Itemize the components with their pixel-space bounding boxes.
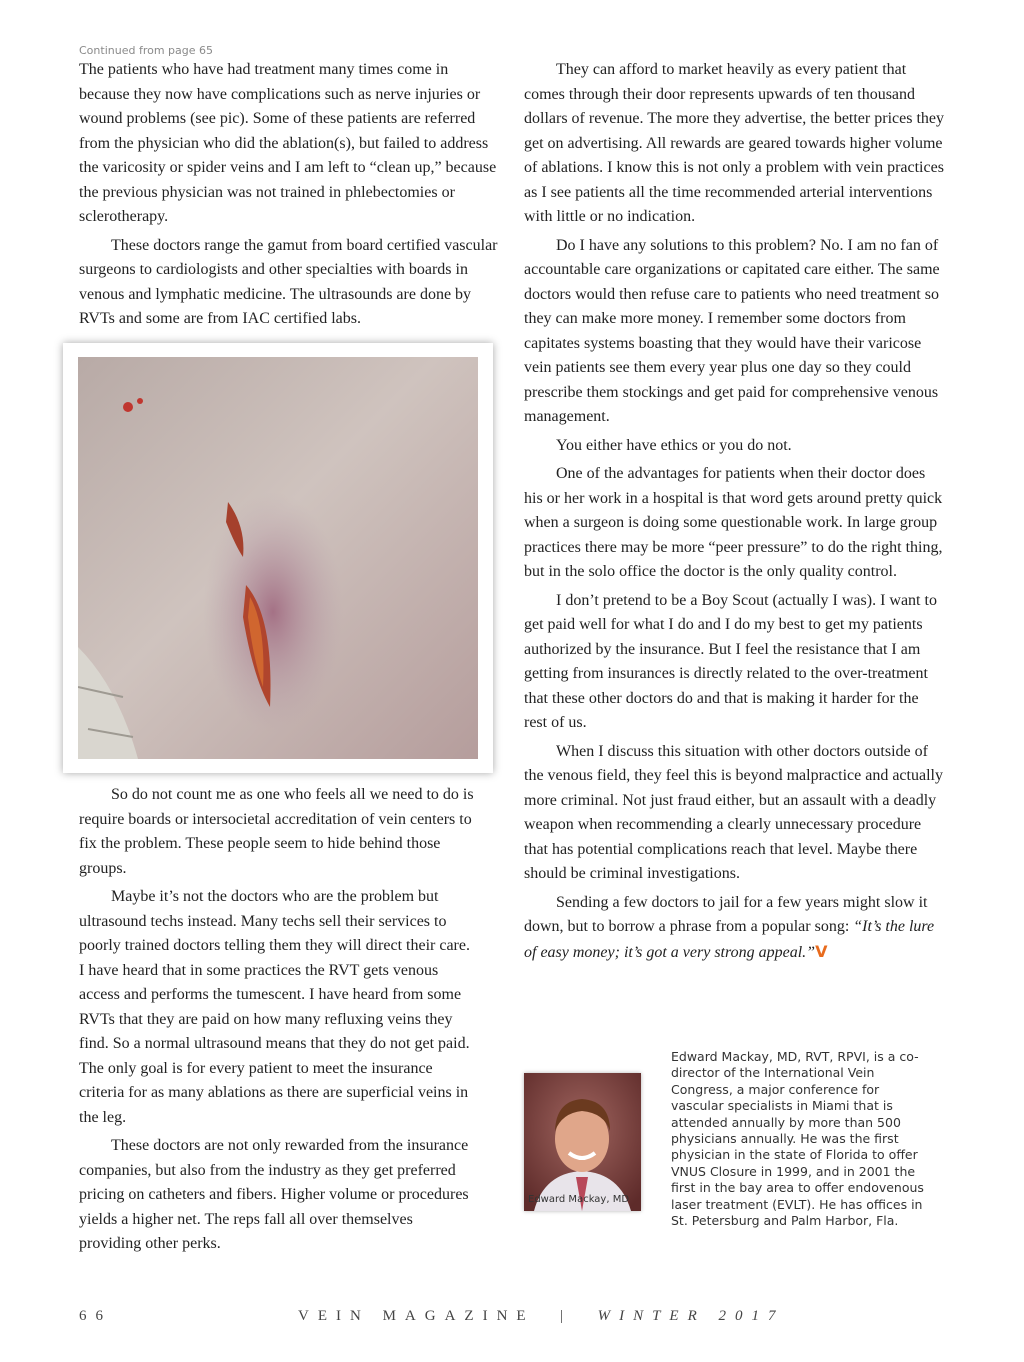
author-caption: Edward Mackay, MD [528, 1194, 630, 1205]
issue-label: WINTER 2017 [597, 1308, 785, 1324]
right-column [524, 58, 944, 969]
footer-masthead [298, 1308, 785, 1325]
paragraph: They can afford to market heavily as every patient that comes through their door represents upwards of ten thousand dollars of revenue. The more they advertise, the better prices they get on advertising. All rewards are geared towards higher volume of ablations. I know this is not only a problem with vein practices as I see patients all the time recommended arterial interventions with little or no indication. [524, 61, 944, 225]
paragraph: The patients who have had treatment many times come in because they now have complications such as nerve injuries or wound problems (see pic). Some of these patients are referred from the physician who did the ablation(s), but failed to address the varicosity or spider veins and I am left to “clean up,” because the previous physician was not trained in phlebectomies or sclerotherapy. [79, 61, 497, 225]
author-photo-image [524, 1073, 641, 1211]
continued-note: Continued from page 65 [79, 44, 214, 57]
paragraph: When I discuss this situation with other doctors outside of the venous field, they feel this is beyond malpractice and actually more criminal. Not just fraud either, but an assault with a deadly weapon when recommending a clearly unnecessary procedure that has potential complications reach that level. Maybe there should be criminal investigations. [524, 742, 943, 882]
paragraph: So do not count me as one who feels all we need to do is require boards or intersocietal accreditation of vein centers to fix the problem. These people seem to hide behind those groups. [79, 786, 474, 877]
end-mark: V [815, 941, 828, 961]
wound-photo-image [78, 357, 478, 759]
closing-text: Sending a few doctors to jail for a few years might slow it down, but to borrow a phrase from a popular song: [524, 893, 928, 935]
left-column-bottom [79, 783, 479, 1261]
author-bio: Edward Mackay, MD, RVT, RPVI, is a co-director of the International Vein Congress, a major conference for vascular specialists in Miami that is attended annually by more than 500 physicians annually. He was the first physician in the state of Florida to offer VNUS Closure in 1999, and in 2001 the first in the bay area to offer endovenous laser treatment (EVLT). He has offices in St. Petersburg and Palm Harbor, Fla. [671, 1049, 924, 1229]
paragraph: These doctors are not only rewarded from the insurance companies, but also from the industry as they get preferred pricing on catheters and fibers. Higher volume or procedures yields a higher net. The reps fall all over themselves providing other perks. [79, 1137, 469, 1252]
footer-separator: | [560, 1308, 573, 1324]
page-number: 66 [79, 1308, 112, 1324]
left-column-top [79, 58, 499, 336]
paragraph: One of the advantages for patients when their doctor does his or her work in a hospital is that word gets around pretty quick when a surgeon is doing some questionable work. In large group practices there may be more “peer pressure” to do the right thing, but in the solo office the doctor is the only quality control. [524, 465, 943, 580]
paragraph: These doctors range the gamut from board certified vascular surgeons to cardiologists and other specialties with boards in venous and lymphatic medicine. The ultrasounds are done by RVTs and some are from IAC certified labs. [79, 236, 498, 327]
closing-quote: “It’s the lure of easy money; it’s got a very strong appeal.” [524, 918, 935, 961]
paragraph: I don’t pretend to be a Boy Scout (actually I was). I want to get paid well for what I do and I do my best to get my patients authorized by the insurance. But I feel the resistance that I am getting from insurances is directly related to the over-treatment that these other doctors do and that is making it harder for the rest of us. [524, 591, 937, 731]
author-photo [524, 1073, 641, 1211]
paragraph: Maybe it’s not the doctors who are the problem but ultrasound techs instead. Many techs sell their services to poorly trained doctors telling them they will direct their care. I have heard that in some practices the RVT gets venous access and performs the tumescent. I have heard from some RVTs that they are paid on how many refluxing veins they find. So a normal ultrasound means that they do not get paid. The only goal is for every patient to meet the insurance criteria for as many ablations as there are superficial veins in the leg. [79, 888, 470, 1126]
paragraph: You either have ethics or you do not. [556, 436, 792, 454]
paragraph: Do I have any solutions to this problem? No. I am no fan of accountable care organizations or capitated care either. The same doctors would then refuse care to patients who need treatment so they can make more money. I remember some doctors from capitates systems boasting that they would have their varicose vein patients see them every year plus one day so they could prescribe them stockings and get paid for comprehensive venous management. [524, 236, 940, 425]
closing-paragraph [524, 891, 944, 966]
wound-photo [63, 343, 493, 773]
magazine-name: VEIN MAGAZINE [298, 1308, 535, 1324]
